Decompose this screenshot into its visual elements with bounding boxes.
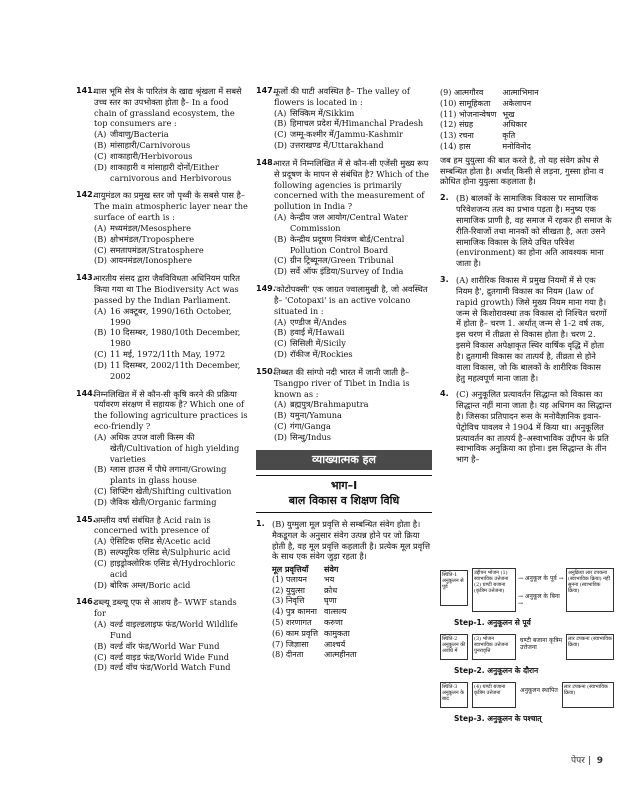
answer-number: 1. xyxy=(256,518,265,528)
option xyxy=(94,486,248,497)
option xyxy=(94,327,248,349)
step3-arrow: अनुकूलन स्थापित xyxy=(520,687,558,694)
emotion-cell: भूख xyxy=(502,109,515,119)
answer-1-conclusion: जब हम युयुत्सा की बात करते है, तो यह संवेग क्रोध से सम्बन्धित होता है। अर्थात् किसी से लड़ना, गुस्सा होना व क्रोधित होना युयुत्सा कहलाता है। xyxy=(440,154,604,187)
option xyxy=(94,162,248,184)
answer-text: बालकों के सामाजिक विकास पर सामाजिक परिवेशजन्य तत्व का प्रभाव पड़ता है। मनुष्य एक सामाजिक प्राणी है, वह समाज में रहकर ही समाज के रीति-रिवाजों तथा मानकों को सीखता है, अतः उसने सामाजिक विकास के लिये उचित परिवेश (environment) का होना अति आवश्यक माना जाता है। xyxy=(456,193,612,269)
option xyxy=(274,432,432,443)
step1-caption: Step-1. अनुकूलन से पूर्व xyxy=(454,618,531,627)
emotion-cell: वात्सल्य xyxy=(324,607,347,617)
question-text: घास भूमि सेत्र के पारितंत्र के खाद्य श्रृंखला में सबसे उच्च स्तर का उपभोक्ता होता है– In a food chain of grassland ecosystem, the top consumers are : xyxy=(94,86,242,129)
option xyxy=(274,140,432,151)
conditioning-diagram xyxy=(440,568,615,748)
option xyxy=(274,349,432,360)
option xyxy=(94,558,248,580)
step3-response-box: लार टपकना (स्वाभाविक क्रिया) xyxy=(562,682,614,708)
option-text: ऐसिटिक एसिड से/Acetic acid xyxy=(110,536,211,547)
option-letter: (D) xyxy=(274,266,287,277)
answer-option: (B) xyxy=(456,193,469,204)
option-letter: (D) xyxy=(94,496,107,507)
step2-caption: Step-2. अनुकूलन के दौरान xyxy=(454,666,539,675)
option-letter: (A) xyxy=(94,536,107,547)
question xyxy=(76,190,248,266)
option-text: ग्लास हाउस में पौधे लगाना/Growing plants in glass house xyxy=(110,464,227,486)
option xyxy=(274,410,432,421)
option-text: अधिक उपज वाली किस्म की खेती/Cultivation of high yielding varieties xyxy=(110,431,240,464)
question-number: 146. xyxy=(76,597,96,607)
option-text: हाइड्रोक्लोरिक एसिड से/Hydrochloric acid xyxy=(110,557,236,579)
option-text: वर्ल्ड वॉर फंड/World War Fund xyxy=(110,640,220,651)
option-text: क्षोभमंडल/Troposphere xyxy=(110,233,195,244)
option-letter: (B) xyxy=(274,233,287,244)
question-number: 141. xyxy=(76,86,96,95)
instinct-emotion-table-cont xyxy=(440,88,545,153)
option xyxy=(94,255,248,266)
option-text: जम्मू-कश्मीर में/Jammu-Kashmir xyxy=(290,129,404,140)
step2-arrow: घण्टी बजाना कृत्रिम उत्तेजना xyxy=(520,637,563,651)
option-letter: (D) xyxy=(94,662,107,673)
option-text: सल्फ्यूरिक एसिड से/Sulphuric acid xyxy=(110,547,231,558)
option-text: शाकाहारी/Herbivorous xyxy=(110,150,193,161)
instinct-cell: (5) शरणागत xyxy=(272,617,312,627)
step1-side-label: स्थिति-1 अनुकूलन से पूर्व xyxy=(440,570,468,606)
option-text: ब्रह्मपुत्र/Brahmaputra xyxy=(290,399,369,410)
option xyxy=(94,432,248,464)
question-text: अम्लीय वर्षा संबंधित है Acid rain is concerned with presence of xyxy=(94,514,211,536)
question xyxy=(76,515,248,591)
emotion-cell: घृणा xyxy=(324,596,337,606)
question xyxy=(256,86,432,151)
emotion-cell: मनोविनोद xyxy=(502,141,531,151)
footer-separator: | xyxy=(587,756,591,767)
table-row xyxy=(272,586,363,597)
table-header: संवेग xyxy=(324,564,339,575)
table-header: मूल प्रवृत्तियाँ xyxy=(272,564,309,575)
option-text: बोरिक अम्ल/Boric acid xyxy=(110,579,191,590)
option-letter: (D) xyxy=(94,359,107,370)
instinct-cell: (4) पुत्र कामना xyxy=(272,607,317,617)
question xyxy=(256,284,432,360)
option-text: हवाई में/Hawaii xyxy=(290,327,345,338)
option-text: शिफ्टिंग खेती/Shifting cultivation xyxy=(110,485,232,496)
step3-side-label: स्थिति-3 अनुकूलन के बाद xyxy=(440,682,468,708)
step1-arrow-before: → अनुकूल के पूर्व → xyxy=(518,575,564,582)
option xyxy=(94,223,248,234)
answer-2 xyxy=(440,193,612,269)
emotion-cell: आत्महीनता xyxy=(324,650,357,660)
table-row xyxy=(272,607,363,618)
table-row xyxy=(272,575,363,586)
emotion-cell: आश्चर्य xyxy=(324,639,346,649)
question-text: 'कोटोपक्सी' एक जाग्रत ज्वालामुखी है, जो अवस्थित है– 'Cotopaxi' is an active volcano situated in : xyxy=(274,284,428,316)
answer-4 xyxy=(440,389,612,465)
option-text: जीवाणु/Bacteria xyxy=(110,129,169,140)
option-text: केन्द्रीय जल आयोग/Central Water Commission xyxy=(290,212,408,233)
option-letter: (C) xyxy=(94,150,107,161)
option-letter: (B) xyxy=(94,547,107,558)
option xyxy=(274,118,432,129)
answer-option: (C) xyxy=(456,389,469,400)
option-letter: (B) xyxy=(94,464,107,475)
table-row xyxy=(440,88,545,99)
option-text: वर्ल्ड वाइड फंड/World Wide Fund xyxy=(110,651,229,662)
table-row xyxy=(272,629,363,640)
instinct-cell: (12) संग्रह xyxy=(440,120,474,130)
option xyxy=(94,140,248,151)
question xyxy=(256,367,432,443)
emotion-cell: कामुकता xyxy=(324,628,350,638)
table-row xyxy=(272,618,363,629)
column-2 xyxy=(256,86,432,740)
column-1 xyxy=(76,86,248,740)
option-text: केन्द्रीय प्रदूषण नियंत्रण बोर्ड/Central Pollution Control Board xyxy=(290,233,405,255)
table-row xyxy=(272,596,363,607)
option-text: सिन्धु/Indus xyxy=(290,431,331,442)
option-letter: (B) xyxy=(94,140,107,151)
question-text: भारत में निम्नलिखित में से कौन-सी एजेंसी मुख्य रूप से प्रदूषण के मापन से संबंधित है? Which of the following agencies is primarily concerned with the measurement of pollution in India ? xyxy=(274,157,429,212)
option-text: सर्वे ऑफ इंडिया/Survey of India xyxy=(290,266,404,277)
option-text: सिक्किम में/Sikkim xyxy=(290,107,355,118)
question xyxy=(76,389,248,508)
option xyxy=(94,580,248,591)
option xyxy=(94,497,248,508)
option xyxy=(94,662,248,673)
answer-1 xyxy=(256,519,432,661)
option xyxy=(274,266,432,277)
option-letter: (A) xyxy=(274,316,287,327)
option-text: वर्ल्ड वाइल्डलाइफ फंड/World Wildlife Fund xyxy=(110,619,238,640)
option xyxy=(274,338,432,349)
answer-number: 2. xyxy=(440,193,449,203)
instinct-cell: (2) युयुत्सा xyxy=(272,585,305,595)
option xyxy=(274,129,432,140)
option-text: रॉकीज में/Rockies xyxy=(290,349,353,360)
option-text: एण्डीज में/Andes xyxy=(290,316,347,327)
question-text: फूलों की घाटी अवस्थित है– The valley of flowers is located in : xyxy=(274,86,410,107)
option-text: जैविक खेती/Organic farming xyxy=(110,496,217,507)
option xyxy=(274,421,432,432)
option-text: आयनमंडल/Ionosphere xyxy=(110,255,192,266)
emotion-cell: भय xyxy=(324,574,335,584)
option xyxy=(274,317,432,328)
section-part: भाग–I xyxy=(330,479,358,493)
page-footer xyxy=(571,756,603,768)
section-heading xyxy=(256,475,432,513)
instinct-cell: (7) जिज्ञासा xyxy=(272,639,309,649)
option-letter: (D) xyxy=(94,579,107,590)
option-letter: (B) xyxy=(274,410,287,421)
option-text: मांसाहारी/Carnivorous xyxy=(110,140,191,151)
question xyxy=(76,86,248,183)
option-letter: (C) xyxy=(94,557,107,568)
option-letter: (A) xyxy=(94,305,107,316)
emotion-cell: अकेलापन xyxy=(502,98,532,108)
option xyxy=(94,360,248,382)
option-text: शाकाहारी व मांसाहारी दोनों/Either carnivorous and Herbivorous xyxy=(110,161,232,183)
option-letter: (C) xyxy=(274,338,287,349)
section-title: बाल विकास व शिक्षण विधि xyxy=(288,494,400,508)
option-letter: (D) xyxy=(94,255,107,266)
option xyxy=(94,234,248,245)
step3-caption: Step-3. अनुकूलन के पश्चात् xyxy=(454,714,542,723)
instinct-emotion-table xyxy=(272,564,363,661)
table-row xyxy=(440,99,545,110)
answer-number: 4. xyxy=(440,389,449,399)
emotion-cell: आत्माभिमान xyxy=(502,88,539,97)
option-text: गंगा/Ganga xyxy=(290,421,331,432)
option-letter: (C) xyxy=(274,255,287,266)
emotion-cell: करुणा xyxy=(324,617,343,627)
option-text: 11 मई, 1972/11th May, 1972 xyxy=(110,349,226,360)
option-letter: (B) xyxy=(94,327,107,338)
option xyxy=(274,255,432,266)
table-row xyxy=(440,142,545,153)
option-letter: (C) xyxy=(274,129,287,140)
question-number: 149. xyxy=(256,284,276,294)
option-letter: (A) xyxy=(274,212,287,223)
answer-text: युग्मुला मूल प्रवृत्ति से सम्बन्धित संवेग होता है। मैकडूगल के अनुसार संवेग उत्पन्न होने पर जो क्रिया होती है, वह मूल प्रवृत्ति कहलाती है। प्रत्येक मूल प्रवृत्ति के साथ एक संवेग जुड़ा रहता है। xyxy=(272,518,431,562)
step2-response-box: लार टपकना (स्वाभाविक क्रिया) xyxy=(566,634,614,660)
instinct-cell: (11) भोजनान्वेषण xyxy=(440,109,497,119)
page-number: 9 xyxy=(596,756,603,767)
option-text: ग्रीन ट्रिब्यूनल/Green Tribunal xyxy=(290,255,394,266)
answer-option: (A) xyxy=(456,275,469,286)
option-letter: (D) xyxy=(274,431,287,442)
option-letter: (A) xyxy=(94,222,107,233)
question xyxy=(256,158,432,277)
option xyxy=(94,129,248,140)
option-text: सिसिली में/Sicily xyxy=(290,338,346,349)
question-number: 144. xyxy=(76,388,96,398)
question-number: 145. xyxy=(76,514,96,524)
step3-stimulus-box: (4) घण्टी बजाना कृत्रिम उत्तेजना xyxy=(472,682,516,708)
option-text: यमुना/Yamuna xyxy=(290,410,342,421)
option xyxy=(94,464,248,486)
question xyxy=(76,597,248,673)
step1-response-box: अनुक्रिया लार टपकना (स्वाभाविक क्रिया) नहीं सुनना (स्वाभाविक क्रिया) xyxy=(566,568,614,612)
option xyxy=(94,619,248,641)
option-letter: (B) xyxy=(274,327,287,338)
option-letter: (C) xyxy=(274,421,287,432)
step1-arrow-without: → अनुकूल के बिना → xyxy=(518,593,560,607)
emotion-cell: अधिकार xyxy=(502,120,527,130)
option xyxy=(94,349,248,360)
answer-number: 3. xyxy=(440,275,449,285)
option-text: 16 अक्टूबर, 1990/16th October, 1990 xyxy=(110,305,232,327)
question xyxy=(76,273,248,381)
option-letter: (B) xyxy=(94,233,107,244)
instinct-cell: (8) दीनता xyxy=(272,650,304,660)
question-text: निम्नलिखित में से कौन-सी कृषि करने की प्रक्रिया पर्यावरण संरक्षण में सहायक है? Which one of the following agriculture practices is eco-friendly ? xyxy=(94,388,248,432)
option-letter: (C) xyxy=(94,349,107,360)
step2-side-label: स्थिति-2 अनुकूलन की अवधि में xyxy=(440,634,468,660)
instinct-cell: (14) हास xyxy=(440,141,471,151)
instinct-cell: (13) रचना xyxy=(440,131,474,141)
option-letter: (A) xyxy=(94,619,107,630)
option-letter: (A) xyxy=(274,399,287,410)
instinct-cell: (6) काम प्रवृत्ति xyxy=(272,628,319,638)
option xyxy=(274,108,432,119)
option xyxy=(94,641,248,652)
option xyxy=(94,306,248,328)
option xyxy=(274,234,432,256)
option-letter: (C) xyxy=(94,651,107,662)
question-number: 148. xyxy=(256,157,276,167)
option xyxy=(94,245,248,256)
option-letter: (B) xyxy=(94,640,107,651)
table-row xyxy=(272,640,363,651)
option xyxy=(94,151,248,162)
answer-text: शारीरिक विकास में प्रमुख नियमों में से एक नियम है', द्रुतगामी विकास का नियम (law of rapid growth) जिसे मुख्य नियम माना गया है। जन्म से किशोरावस्था तक विकास दो निश्चित चरणों में होता है– चरण 1. अर्थात् जन्म से 1-2 वर्ष तक, इस चरण में तीव्रता से विकास होता है। चरण 2. इसमे विकास अपेक्षाकृत स्थिर वार्षिक वृद्धि में होता है। द्रुतगामी विकास का तात्पर्य है, तीव्रता से होने वाला विकास, जो कि बालकों के शारीरिक विकास हेतु महत्वपूर्ण माना जाता है। xyxy=(456,275,607,383)
option xyxy=(274,212,432,234)
emotion-cell: क्रोध xyxy=(324,585,338,595)
option xyxy=(274,327,432,338)
option-text: मध्यमंडल/Mesosphere xyxy=(110,222,191,233)
footer-label: पेपर xyxy=(571,756,585,767)
option xyxy=(94,547,248,558)
option-text: वर्ल्ड वॉच फंड/World Watch Fund xyxy=(110,662,231,673)
option-text: 11 दिसम्बर, 2002/11th December, 2002 xyxy=(110,359,241,381)
question-number: 142. xyxy=(76,190,96,200)
option xyxy=(94,652,248,663)
answer-text: अनुकूलित प्रत्यावर्तन सिद्धान्त को विकास का सिद्धान्त नहीं माना जाता है। यह अधिगम का सिद्धान्त है। जिसका प्रतिपादन रूस के मनोवैज्ञानिक इवान-पेट्रोविच पावलव ने 1904 में किया था। अनुकूलित प्रत्यावर्तन का तात्पर्य है–अस्वाभाविक उद्दीपन के प्रति स्वाभाविक अनुक्रिया का होना। इस सिद्धान्त के तीन भाग है– xyxy=(456,389,612,465)
question-number: 143. xyxy=(76,273,96,283)
question-text: भारतीय संसद द्वारा जैवविविधता अधिनियम पारित किया गया था The Biodiversity Act was passed by the Indian Parliament. xyxy=(94,273,240,305)
option-letter: (D) xyxy=(274,140,287,151)
question-number: 150. xyxy=(256,366,276,376)
question-text: डब्ल्यू डब्ल्यू एफ से आशय है– WWF stands for xyxy=(94,597,237,619)
option-letter: (A) xyxy=(94,129,107,140)
instinct-cell: (1) पलायन xyxy=(272,574,307,584)
table-row xyxy=(272,650,363,661)
option-text: 10 दिसम्बर, 1980/10th December, 1980 xyxy=(110,327,241,349)
option xyxy=(274,399,432,410)
instinct-cell: (9) आत्मगौरव xyxy=(440,88,484,97)
step2-stimulus-box: (3) भोजन स्वाभाविक उत्तेजना पुनरावृत्ति xyxy=(472,634,516,660)
step1-stimulus-box: उद्दीपन भोजन (1) स्वाभाविक उत्तेजना (2) घण्टी बजाना (कृत्रिम उत्तेजना) xyxy=(472,568,516,612)
table-row xyxy=(440,131,545,142)
emotion-cell: कृति xyxy=(502,131,516,141)
question-text: वायुमंडल का प्रमुख स्तर जो पृथ्वी के सबसे पास है– The main atmospheric layer near the surface of earth is : xyxy=(94,190,248,223)
table-row xyxy=(440,110,545,121)
option-text: समतापमंडल/Stratosphere xyxy=(110,244,204,255)
instinct-cell: (10) सामूहिकता xyxy=(440,98,491,108)
option-letter: (C) xyxy=(94,485,107,496)
instinct-cell: (3) निवृत्ति xyxy=(272,596,305,606)
table-row xyxy=(440,120,545,131)
answer-option: (B) xyxy=(272,518,285,529)
option-letter: (A) xyxy=(94,431,107,442)
option-letter: (C) xyxy=(94,244,107,255)
option-letter: (B) xyxy=(274,118,287,129)
option-letter: (D) xyxy=(274,349,287,360)
option-letter: (D) xyxy=(94,161,107,172)
option-text: उत्तराखण्ड में/Uttarakhand xyxy=(290,140,384,151)
question-number: 147. xyxy=(256,86,276,95)
question-text: तिब्बत की सांग्पो नदी भारत में जानी जाती है– Tsangpo river of Tibet in India is known as : xyxy=(274,366,410,399)
answer-3 xyxy=(440,275,612,383)
option xyxy=(94,536,248,547)
explanations-banner: व्याख्यात्मक हल xyxy=(256,450,432,471)
option-text: हिमाचल प्रदेश में/Himanchal Pradesh xyxy=(290,118,424,129)
option-letter: (A) xyxy=(274,107,287,118)
